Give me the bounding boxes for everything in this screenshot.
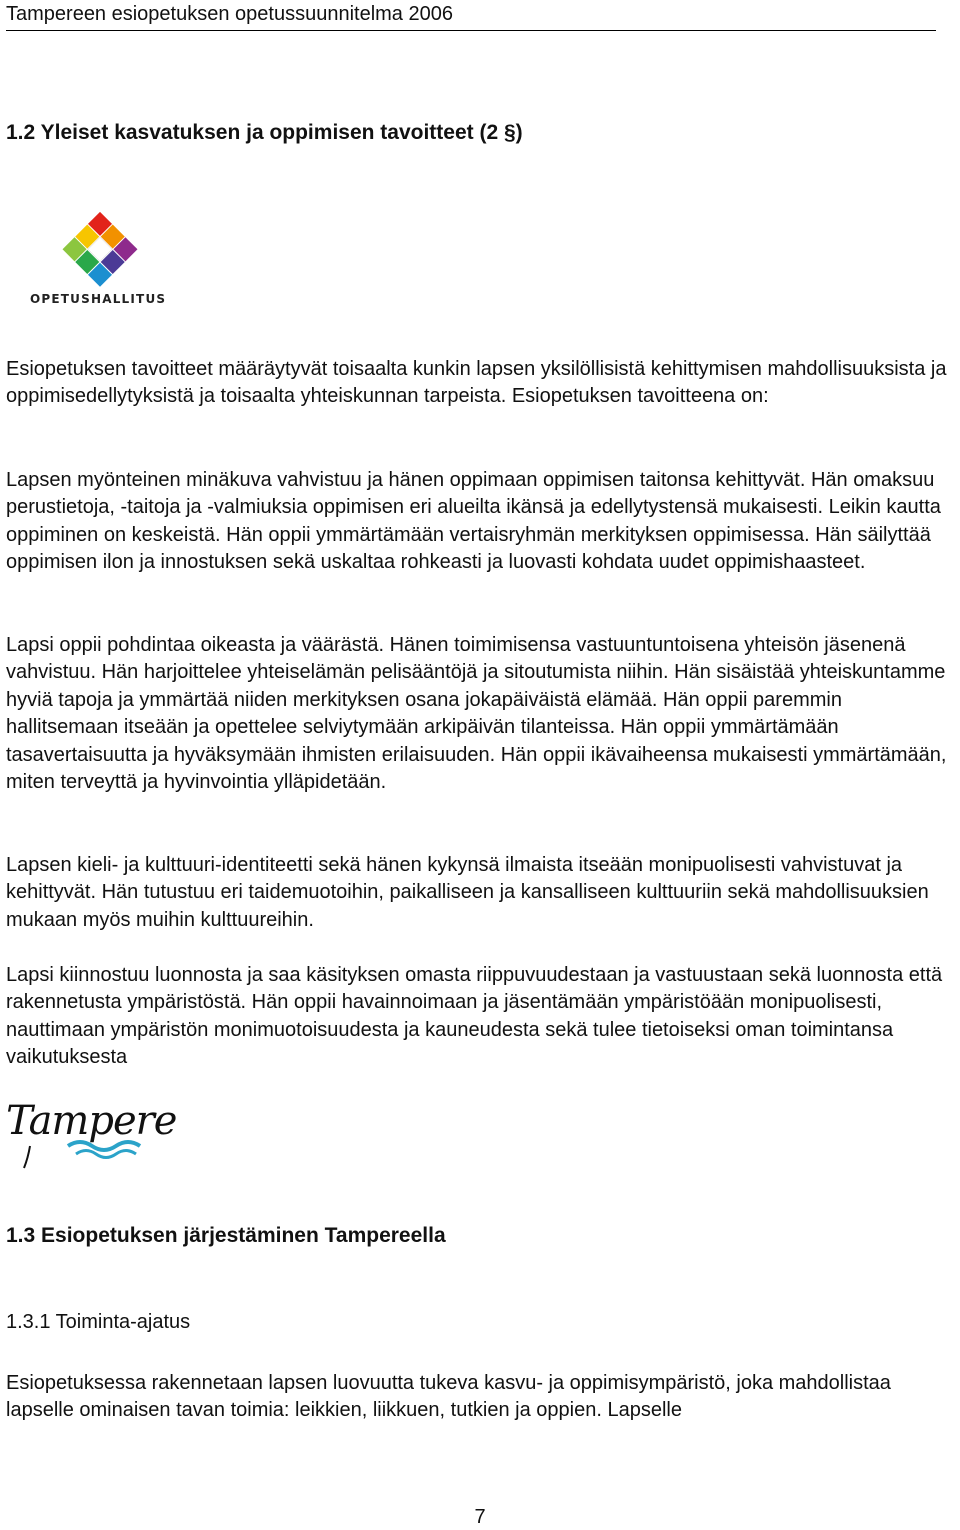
opetushallitus-diamond-icon	[28, 210, 178, 290]
section-heading-2: 1.3 Esiopetuksen järjestäminen Tampereella	[6, 1224, 446, 1247]
page-number: 7	[474, 1506, 486, 1528]
opetushallitus-logo-text: OPETUSHALLITUS	[30, 292, 167, 306]
opetushallitus-logo	[28, 210, 178, 310]
subsection-heading: 1.3.1 Toiminta-ajatus	[6, 1311, 191, 1333]
paragraph-culture: Lapsen kieli- ja kulttuuri-identiteetti sekä hänen kykynsä ilmaista itseään monipuolisesti vahvistuvat ja kehittyvät. Hän tutustuu eri taidemuotoihin, paikalliseen ja kansalliseen kulttuuriin sekä mahdollisuuksien mukaan myös muihin kulttuureihin.	[6, 854, 929, 931]
paragraph-community: Lapsi oppii pohdintaa oikeasta ja väärästä. Hänen toimimisensa vastuuntuntoisena yhteisön jäsenenä vahvistuu. Hän harjoittelee yhteiselämän pelisääntöjä ja sitoutumista niihin. Hän sisäistää yhteiskuntamme hyviä tapoja ja ymmärtää niiden merkityksen osana jokapäiväistä elämää. Hän oppii paremmin hallitsemaan itseään ja opettelee selviytymään arkipäivän tilanteissa. Hän oppii ymmärtämään tasavertaisuutta ja hyväksymään ihmisten erilaisuuden. Hän oppii ikävaiheensa mukaisesti ymmärtämään, miten terveyttä ja hyvinvointia ylläpidetään.	[6, 634, 947, 794]
paragraph-intro: Esiopetuksen tavoitteet määräytyvät toisaalta kunkin lapsen yksilöllisistä kehittymisen mahdollisuuksista ja oppimisedellytyksistä ja toisaalta yhteiskunnan tarpeista. Esiopetuksen tavoitteena on:	[6, 358, 947, 408]
paragraph-nature: Lapsi kiinnostuu luonnosta ja saa käsityksen omasta riippuvuudestaan ja vastuustaan sekä luonnosta että rakennetusta ympäristöstä. Hän oppii havainnoimaan ja jäsentämään ympäristöään monipuolisesti, nauttimaan ympäristön monimuotoisuudesta ja kauneudesta sekä tulee tietoiseksi oman toimintansa vaikutuksesta	[6, 964, 943, 1069]
paragraph-mission: Esiopetuksessa rakennetaan lapsen luovuutta tukeva kasvu- ja oppimisympäristö, joka mahdollistaa lapselle ominaisen tavan toimia: leikkien, liikkuen, tutkien ja oppien. Lapselle	[6, 1372, 891, 1422]
tampere-wave-icon	[6, 1094, 151, 1174]
tampere-logo	[6, 1094, 177, 1174]
section-heading: 1.2 Yleiset kasvatuksen ja oppimisen tavoitteet (2 §)	[6, 121, 523, 144]
paragraph-learning: Lapsen myönteinen minäkuva vahvistuu ja hänen oppimaan oppimisen taitonsa kehittyvät. Hän omaksuu perustietoja, -taitoja ja -valmiuksia oppimisen eri alueilta ikänsä ja edellytystensä mukaisesti. Leikin kautta oppiminen on keskeistä. Hän oppii ymmärtämään vertaisryhmän merkityksen oppimisessa. Hän säilyttää oppimisen ilon ja innostuksen sekä uskaltaa rohkeasti ja luovasti kohdata uudet oppimishaasteet.	[6, 469, 941, 574]
running-header: Tampereen esiopetuksen opetussuunnitelma 2006	[6, 2, 936, 31]
tampere-logo-text: Tampere	[6, 1098, 177, 1144]
